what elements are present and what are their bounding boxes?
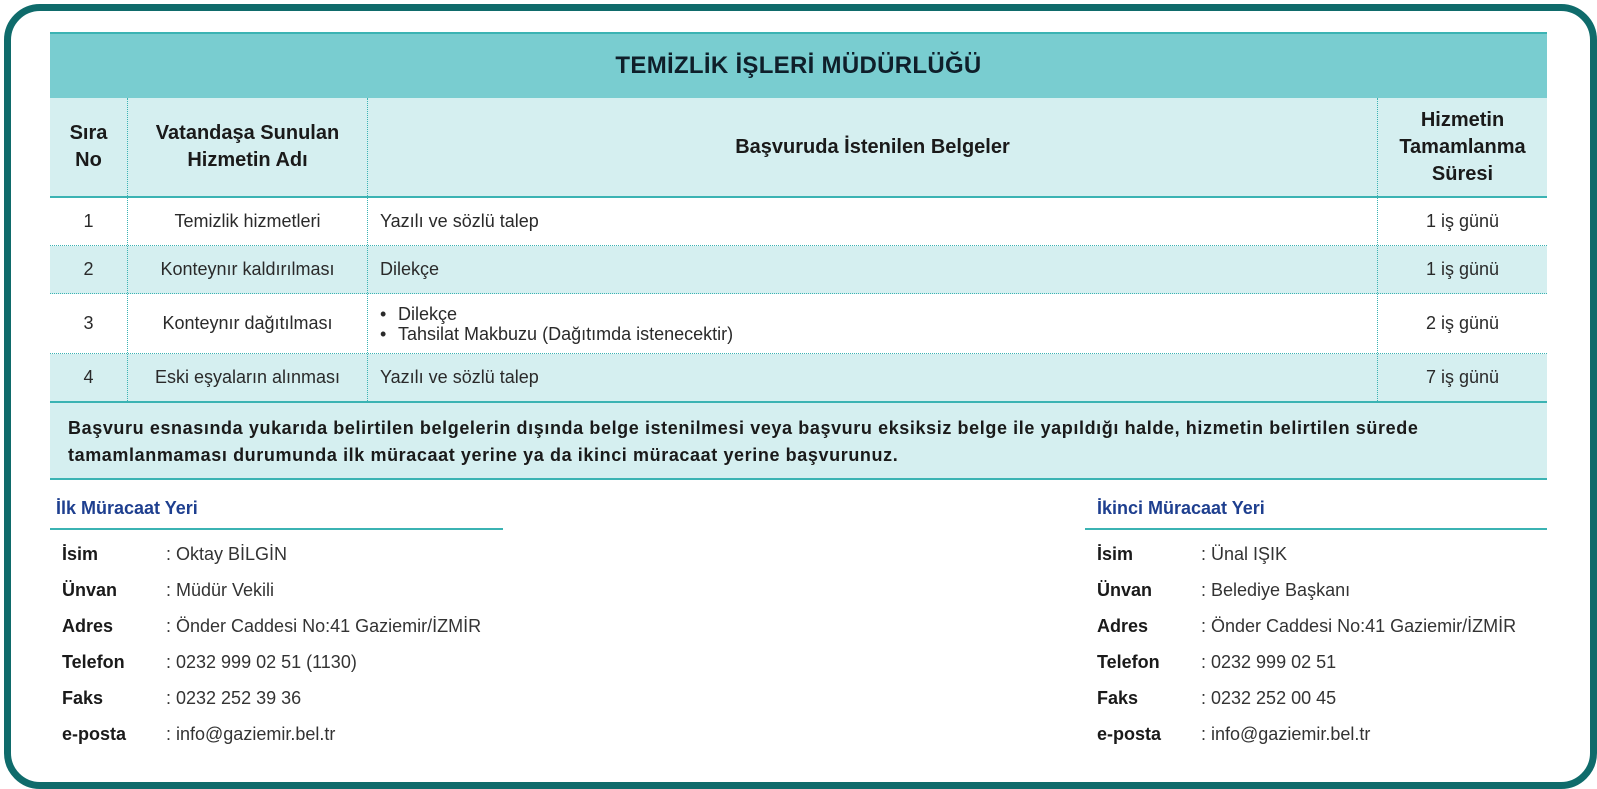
row-documents: Yazılı ve sözlü talep (368, 198, 1378, 245)
table-title: TEMİZLİK İŞLERİ MÜDÜRLÜĞÜ (50, 32, 1547, 98)
contact-phone-line (62, 644, 503, 680)
row-documents (368, 294, 1378, 353)
contact-label: Ünvan (1097, 579, 1153, 600)
row-no: 4 (50, 354, 128, 401)
contact-label: Ünvan (62, 579, 118, 600)
table-row (50, 294, 1547, 354)
row-service: Temizlik hizmetleri (128, 198, 368, 245)
contact-title-line (1097, 572, 1547, 608)
contact-address-line (62, 608, 503, 644)
row-no: 3 (50, 294, 128, 353)
contact-email-line (62, 716, 503, 752)
documents-list (380, 304, 733, 344)
row-no: 2 (50, 246, 128, 293)
contact-label: e-posta (1097, 723, 1162, 744)
contact-value: : Belediye Başkanı (1201, 579, 1351, 600)
contact-value: : 0232 999 02 51 (1130) (166, 651, 357, 672)
contact-label: Faks (1097, 687, 1139, 708)
contact-value: : 0232 252 39 36 (166, 687, 302, 708)
complaint-note: Başvuru esnasında yukarıda belirtilen belgelerin dışında belge istenilmesi veya başvuru eksiksiz belge ile yapıldığı halde, hizmetin belirtilen sürede tamamlanmaması durumunda ilk müracaat yerine ya da ikinci müracaat yerine başvurunuz. (50, 401, 1547, 480)
contact-name-line (1097, 536, 1547, 572)
contact-fax-line (1097, 680, 1547, 716)
row-service: Eski eşyaların alınması (128, 354, 368, 401)
row-documents: Dilekçe (368, 246, 1378, 293)
contact-label: Faks (62, 687, 104, 708)
contact-label: İsim (62, 543, 99, 564)
table-header-row (50, 98, 1547, 198)
contact-email-link[interactable]: : info@gaziemir.bel.tr (166, 723, 336, 744)
list-item: • Tahsilat Makbuzu (Dağıtımda istenecektir) (380, 324, 733, 344)
row-duration: 2 iş günü (1425, 313, 1500, 333)
contact-value: : 0232 999 02 51 (1201, 651, 1337, 672)
contact-value: : Önder Caddesi No:41 Gaziemir/İZMİR (1201, 615, 1517, 636)
first-contact (50, 498, 503, 752)
contact-address-line (1097, 608, 1547, 644)
contact-label: Adres (1097, 615, 1149, 636)
row-no: 1 (50, 198, 128, 245)
contact-value: : Önder Caddesi No:41 Gaziemir/İZMİR (166, 615, 482, 636)
row-service: Konteynır kaldırılması (128, 246, 368, 293)
table-row (50, 198, 1547, 246)
table-row (50, 354, 1547, 401)
first-contact-heading: İlk Müracaat Yeri (50, 498, 503, 530)
row-duration: 7 iş günü (1425, 367, 1500, 387)
row-duration: 1 iş günü (1425, 259, 1500, 279)
contact-phone-line (1097, 644, 1547, 680)
contact-label: Telefon (62, 651, 125, 672)
header-service: Vatandaşa Sunulan Hizmetin Adı (128, 98, 368, 196)
header-duration: Hizmetin Tamamlanma Süresi (1399, 108, 1526, 185)
contact-value: : Müdür Vekili (166, 579, 275, 600)
contact-label: Telefon (1097, 651, 1160, 672)
contact-email-link[interactable]: : info@gaziemir.bel.tr (1201, 723, 1371, 744)
header-documents: Başvuruda İstenilen Belgeler (368, 98, 1378, 196)
row-service: Konteynır dağıtılması (128, 294, 368, 353)
contact-label: e-posta (62, 723, 127, 744)
contact-title-line (62, 572, 503, 608)
contact-fax-line (62, 680, 503, 716)
service-table (50, 32, 1547, 480)
contact-value: : Ünal IŞIK (1201, 543, 1288, 564)
list-item: • Dilekçe (380, 304, 733, 324)
contact-value: : Oktay BİLGİN (166, 543, 288, 564)
contact-value: : 0232 252 00 45 (1201, 687, 1337, 708)
row-documents: Yazılı ve sözlü talep (368, 354, 1378, 401)
header-no: Sıra No (50, 98, 128, 196)
second-contact-heading: İkinci Müracaat Yeri (1085, 498, 1547, 530)
contact-label: İsim (1097, 543, 1134, 564)
row-duration: 1 iş günü (1425, 211, 1500, 231)
contact-label: Adres (62, 615, 114, 636)
contact-name-line (62, 536, 503, 572)
second-contact (1085, 498, 1547, 752)
contact-email-line (1097, 716, 1547, 752)
table-row (50, 246, 1547, 294)
